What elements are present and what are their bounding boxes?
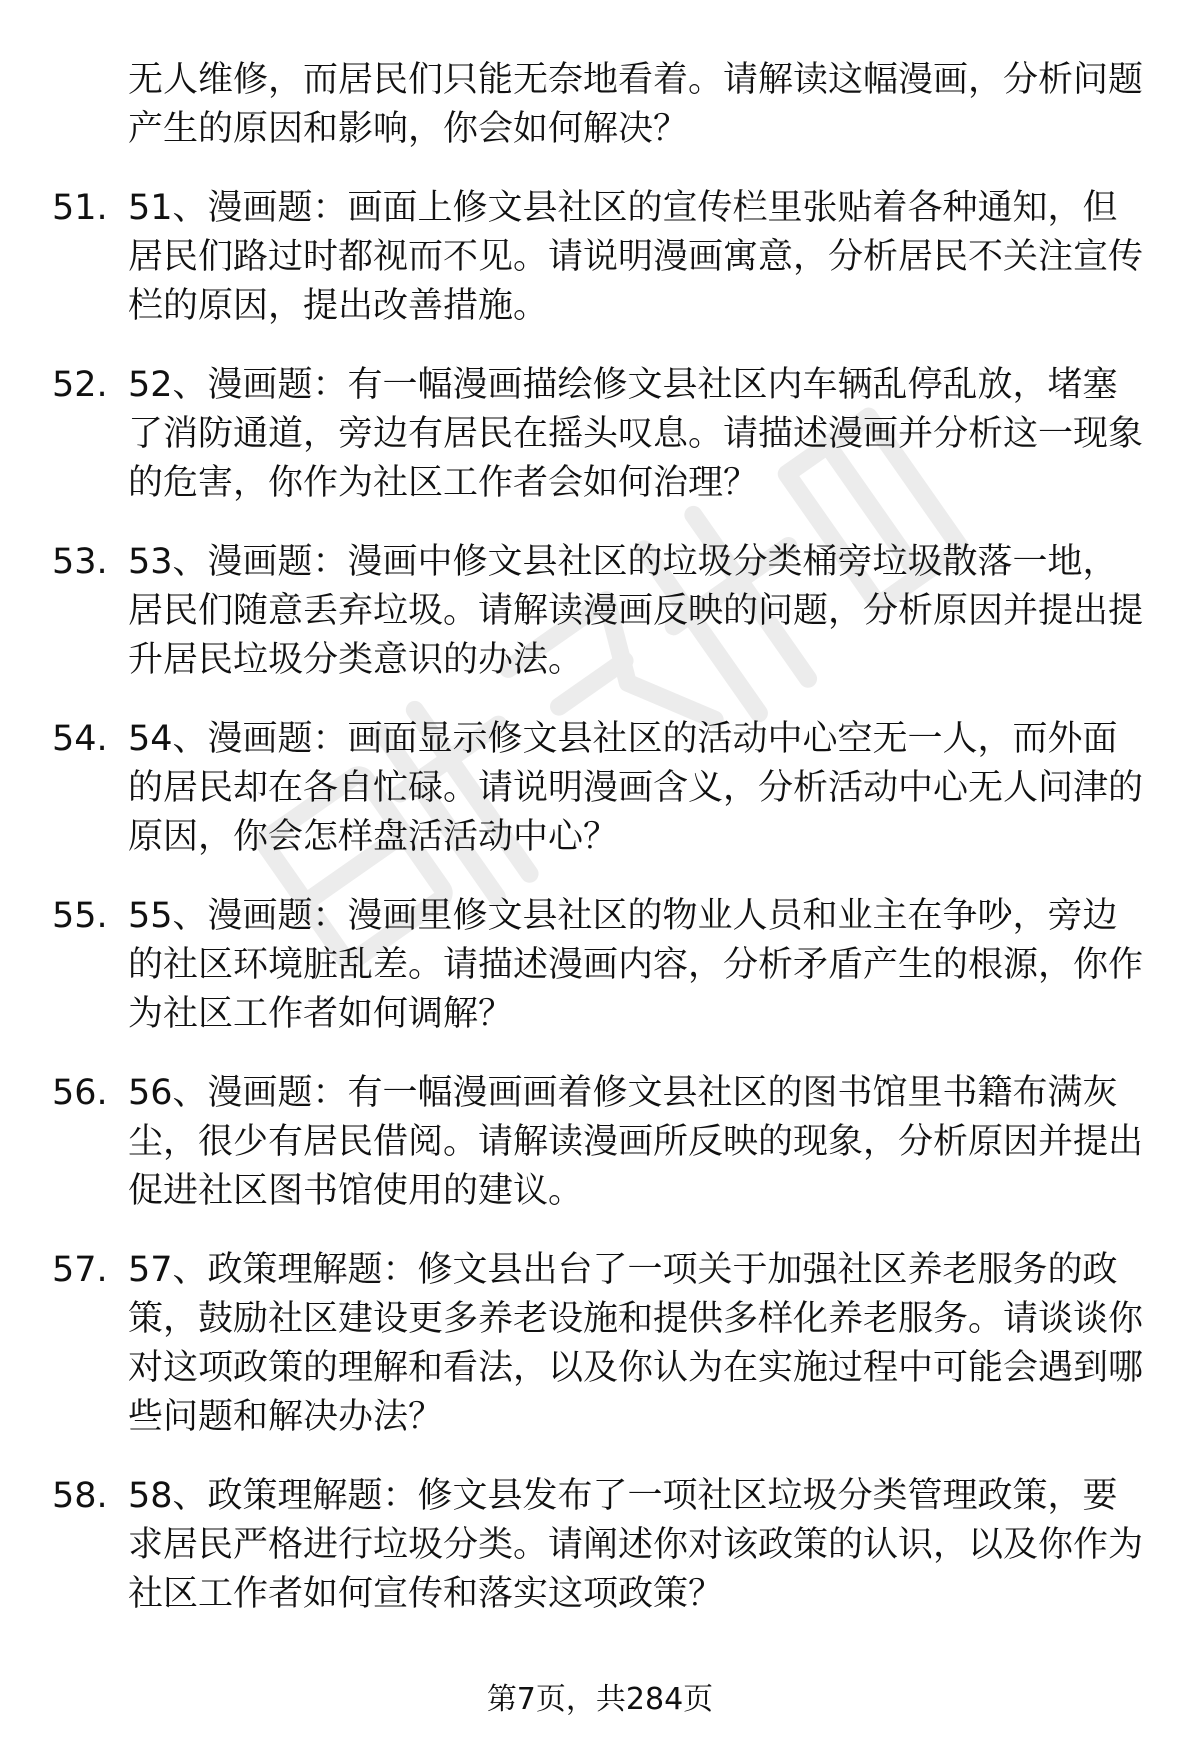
question-text: 53、漫画题：漫画中修文县社区的垃圾分类桶旁垃圾散落一地，居民们随意丢弃垃圾。请解读漫画反映的问题，分析原因并提出提升居民垃圾分类意识的办法。 [128, 542, 1144, 680]
question-item [0, 1069, 1148, 1216]
question-number: 56. [52, 1073, 108, 1113]
question-item [0, 892, 1148, 1039]
question-text: 54、漫画题：画面显示修文县社区的活动中心空无一人，而外面的居民却在各自忙碌。请说明漫画含义，分析活动中心无人问津的原因，你会怎样盘活活动中心？ [128, 719, 1144, 857]
continuation-paragraph: 无人维修，而居民们只能无奈地看着。请解读这幅漫画，分析问题产生的原因和影响，你会如何解决？ [128, 60, 1144, 149]
page-footer: 第7页，共284页 [486, 1682, 714, 1717]
question-number: 58. [52, 1476, 108, 1516]
question-item [0, 715, 1148, 862]
question-text: 58、政策理解题：修文县发布了一项社区垃圾分类管理政策，要求居民严格进行垃圾分类。请阐述你对该政策的认识，以及你作为社区工作者如何宣传和落实这项政策？ [128, 1476, 1144, 1614]
question-text: 56、漫画题：有一幅漫画画着修文县社区的图书馆里书籍布满灰尘，很少有居民借阅。请解读漫画所反映的现象，分析原因并提出促进社区图书馆使用的建议。 [128, 1073, 1144, 1211]
question-number: 55. [52, 896, 108, 936]
question-number: 57. [52, 1250, 108, 1290]
question-item [0, 184, 1148, 331]
question-text: 51、漫画题：画面上修文县社区的宣传栏里张贴着各种通知，但居民们路过时都视而不见。请说明漫画寓意，分析居民不关注宣传栏的原因，提出改善措施。 [128, 188, 1144, 326]
questions-section [0, 56, 1200, 1649]
question-text: 57、政策理解题：修文县出台了一项关于加强社区养老服务的政策，鼓励社区建设更多养老设施和提供多样化养老服务。请谈谈你对这项政策的理解和看法，以及你认为在实施过程中可能会遇到哪些问题和解决办法？ [128, 1250, 1144, 1437]
question-number: 51. [52, 188, 108, 228]
question-text: 55、漫画题：漫画里修文县社区的物业人员和业主在争吵，旁边的社区环境脏乱差。请描述漫画内容，分析矛盾产生的根源，你作为社区工作者如何调解？ [128, 896, 1144, 1034]
question-item [0, 1472, 1148, 1619]
question-number: 53. [52, 542, 108, 582]
question-item [0, 538, 1148, 685]
question-item [0, 1246, 1148, 1442]
question-number: 54. [52, 719, 108, 759]
question-text: 52、漫画题：有一幅漫画描绘修文县社区内车辆乱停乱放，堵塞了消防通道，旁边有居民在摇头叹息。请描述漫画并分析这一现象的危害，你作为社区工作者会如何治理？ [128, 365, 1144, 503]
question-item [0, 361, 1148, 508]
question-number: 52. [52, 365, 108, 405]
